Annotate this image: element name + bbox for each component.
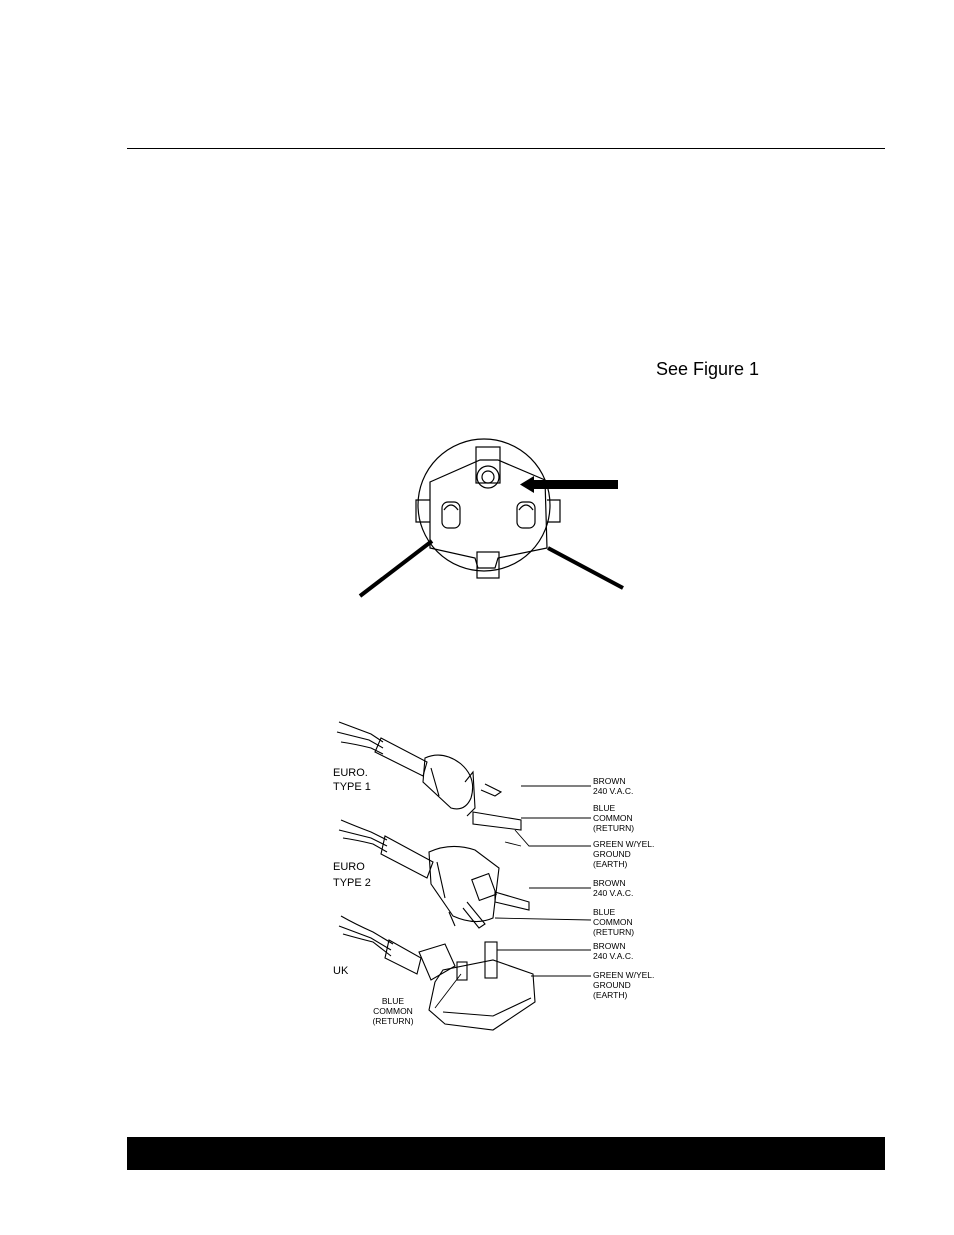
callout-3-line-3: (EARTH)	[593, 859, 628, 869]
footer-bar	[127, 1137, 885, 1170]
callout-7-line-3: (EARTH)	[593, 990, 628, 1000]
socket-diagram	[350, 430, 640, 605]
callout-5-line-1: BLUE	[593, 907, 616, 917]
earth-clip-arrow-icon	[520, 476, 618, 493]
callout-7-line-1: GREEN W/YEL.	[593, 970, 655, 980]
euro-type2-plug	[339, 820, 529, 928]
callout-1-line-1: BROWN	[593, 776, 626, 786]
callout-6-line-1: BROWN	[593, 941, 626, 951]
callout-6-line-2: 240 V.A.C.	[593, 951, 634, 961]
callout-2-line-1: BLUE	[593, 803, 616, 813]
euro-type2-label-2: TYPE 2	[333, 877, 371, 889]
right-pointer-line	[548, 548, 623, 588]
euro-type1-label-1: EURO.	[333, 767, 368, 779]
callout-5-line-2: COMMON	[593, 917, 633, 927]
uk-label: UK	[333, 965, 349, 977]
uk-callout-line-2: COMMON	[373, 1006, 413, 1016]
callout-7-line-2: GROUND	[593, 980, 631, 990]
callout-5-line-3: (RETURN)	[593, 927, 635, 937]
euro-type2-label-1: EURO	[333, 861, 365, 873]
header-rule	[127, 148, 885, 149]
uk-plug	[339, 916, 535, 1030]
callout-3-line-2: GROUND	[593, 849, 631, 859]
callout-1-line-2: 240 V.A.C.	[593, 786, 634, 796]
callout-4-line-1: BROWN	[593, 878, 626, 888]
callout-2-line-3: (RETURN)	[593, 823, 635, 833]
callout-3-line-1: GREEN W/YEL.	[593, 839, 655, 849]
callout-4-line-2: 240 V.A.C.	[593, 888, 634, 898]
see-figure-1-text: See Figure 1	[656, 359, 760, 379]
left-pointer-line	[360, 541, 432, 596]
callout-2-line-2: COMMON	[593, 813, 633, 823]
uk-callout-line-1: BLUE	[381, 996, 405, 1006]
euro-type1-label-2: TYPE 1	[333, 781, 371, 793]
plug-wiring-diagram	[325, 712, 685, 1044]
uk-callout-line-3: (RETURN)	[372, 1016, 414, 1026]
